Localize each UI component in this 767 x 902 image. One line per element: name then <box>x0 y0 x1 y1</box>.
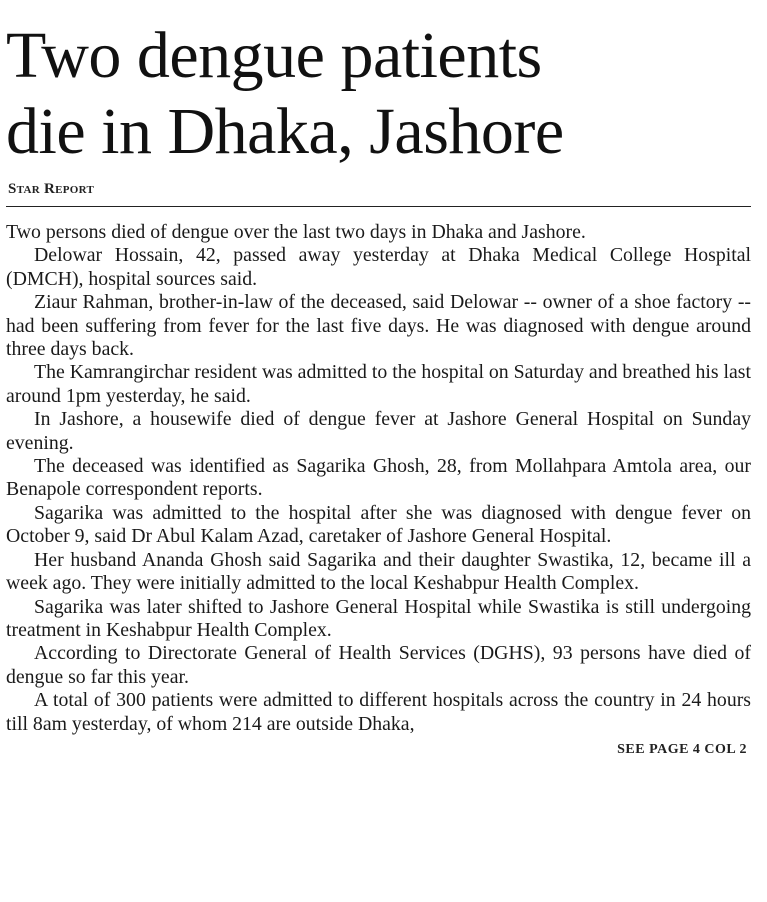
divider-rule <box>6 206 751 207</box>
paragraph: Ziaur Rahman, brother-in-law of the deceased, said Delowar -- owner of a shoe factory -- had been suffering from fever for the last five days. He was diagnosed with dengue around three days back. <box>6 291 751 361</box>
continued-jump-line: SEE PAGE 4 COL 2 <box>617 741 747 757</box>
paragraph: Sagarika was later shifted to Jashore General Hospital while Swastika is still undergoing treatment in Keshabpur Health Complex. <box>6 595 751 641</box>
headline <box>6 18 751 170</box>
paragraph: The deceased was identified as Sagarika Ghosh, 28, from Mollahpara Amtola area, our Benapole correspondent reports. <box>6 455 751 501</box>
byline: Star Report <box>8 181 95 197</box>
paragraph: Sagarika was admitted to the hospital after she was diagnosed with dengue fever on October 9, said Dr Abul Kalam Azad, caretaker of Jashore General Hospital. <box>6 501 751 548</box>
paragraph: A total of 300 patients were admitted to different hospitals across the country in 24 hours till 8am yesterday, of whom 214 are outside Dhaka, <box>6 689 751 735</box>
paragraph: Two persons died of dengue over the last two days in Dhaka and Jashore. <box>6 221 586 243</box>
paragraph: According to Directorate General of Health Services (DGHS), 93 persons have died of dengue so far this year. <box>6 642 751 688</box>
headline-line-1: Two dengue patients <box>6 19 542 92</box>
paragraph: Delowar Hossain, 42, passed away yesterday at Dhaka Medical College Hospital (DMCH), hospital sources said. <box>6 244 751 290</box>
paragraph: In Jashore, a housewife died of dengue fever at Jashore General Hospital on Sunday evening. <box>6 408 751 454</box>
paragraph: The Kamrangirchar resident was admitted to the hospital on Saturday and breathed his last around 1pm yesterday, he said. <box>6 361 751 407</box>
article-body <box>6 221 751 736</box>
paragraph: Her husband Ananda Ghosh said Sagarika and their daughter Swastika, 12, became ill a week ago. They were initially admitted to the local Keshabpur Health Complex. <box>6 548 751 595</box>
headline-line-2: die in Dhaka, Jashore <box>6 95 564 168</box>
